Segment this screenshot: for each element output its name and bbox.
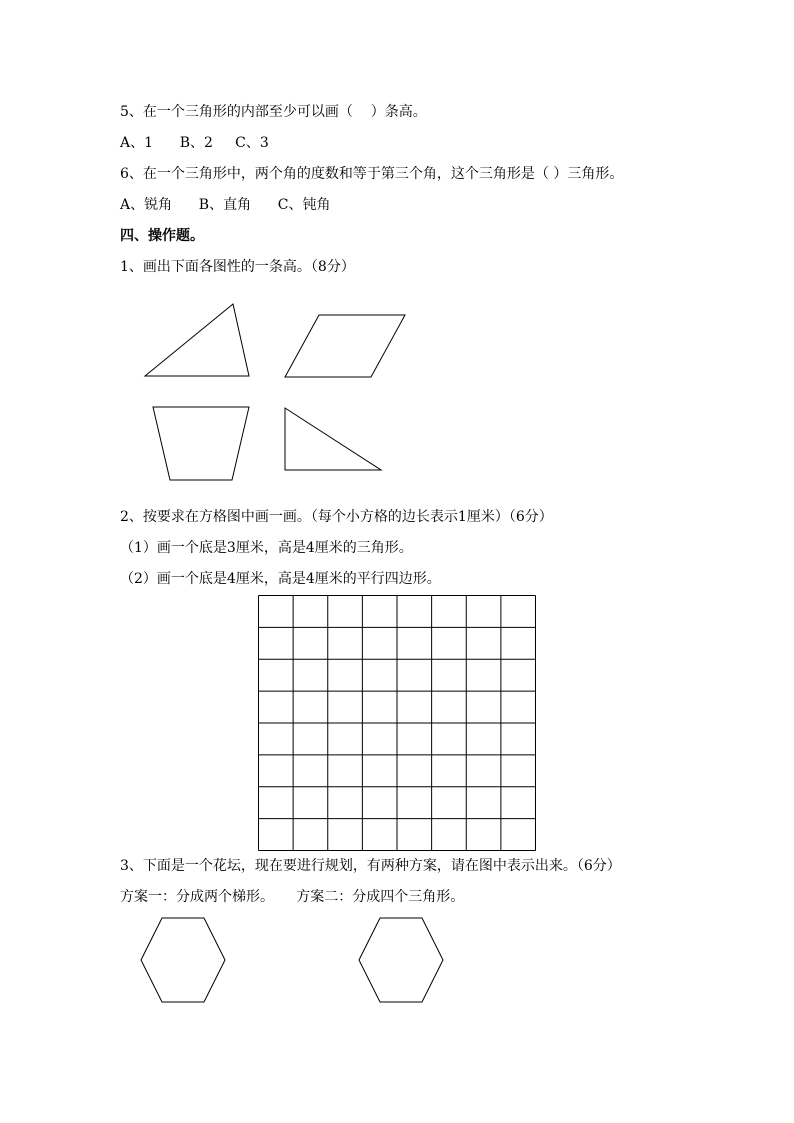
- task-2-sub-1: （1）画一个底是3厘米，高是4厘米的三角形。: [120, 540, 413, 556]
- question-5: 5、在一个三角形的内部至少可以画（ ）条高。: [120, 104, 427, 120]
- question-6-options: A、锐角 B、直角 C、钝角: [120, 197, 331, 213]
- task-2-sub-2: （2）画一个底是4厘米，高是4厘米的平行四边形。: [120, 571, 441, 587]
- hexagon-plan-1[interactable]: [141, 918, 225, 1002]
- task-3-plans: 方案一：分成两个梯形。 方案二：分成四个三角形。: [120, 889, 465, 905]
- question-6: 6、在一个三角形中，两个角的度数和等于第三个角，这个三角形是（ ）三角形。: [120, 166, 624, 182]
- task-2-instruction: 2、按要求在方格图中画一画。（每个小方格的边长表示1厘米）（6分）: [120, 509, 553, 525]
- task-3-instruction: 3、下面是一个花坛，现在要进行规划，有两种方案，请在图中表示出来。（6分）: [120, 858, 621, 874]
- section-4-title: 四、操作题。: [120, 228, 204, 244]
- hexagon-plan-2[interactable]: [359, 918, 443, 1002]
- task-1-instruction: 1、画出下面各图性的一条高。（8分）: [120, 259, 355, 275]
- question-5-options: A、1 B、2 C、3: [120, 135, 269, 151]
